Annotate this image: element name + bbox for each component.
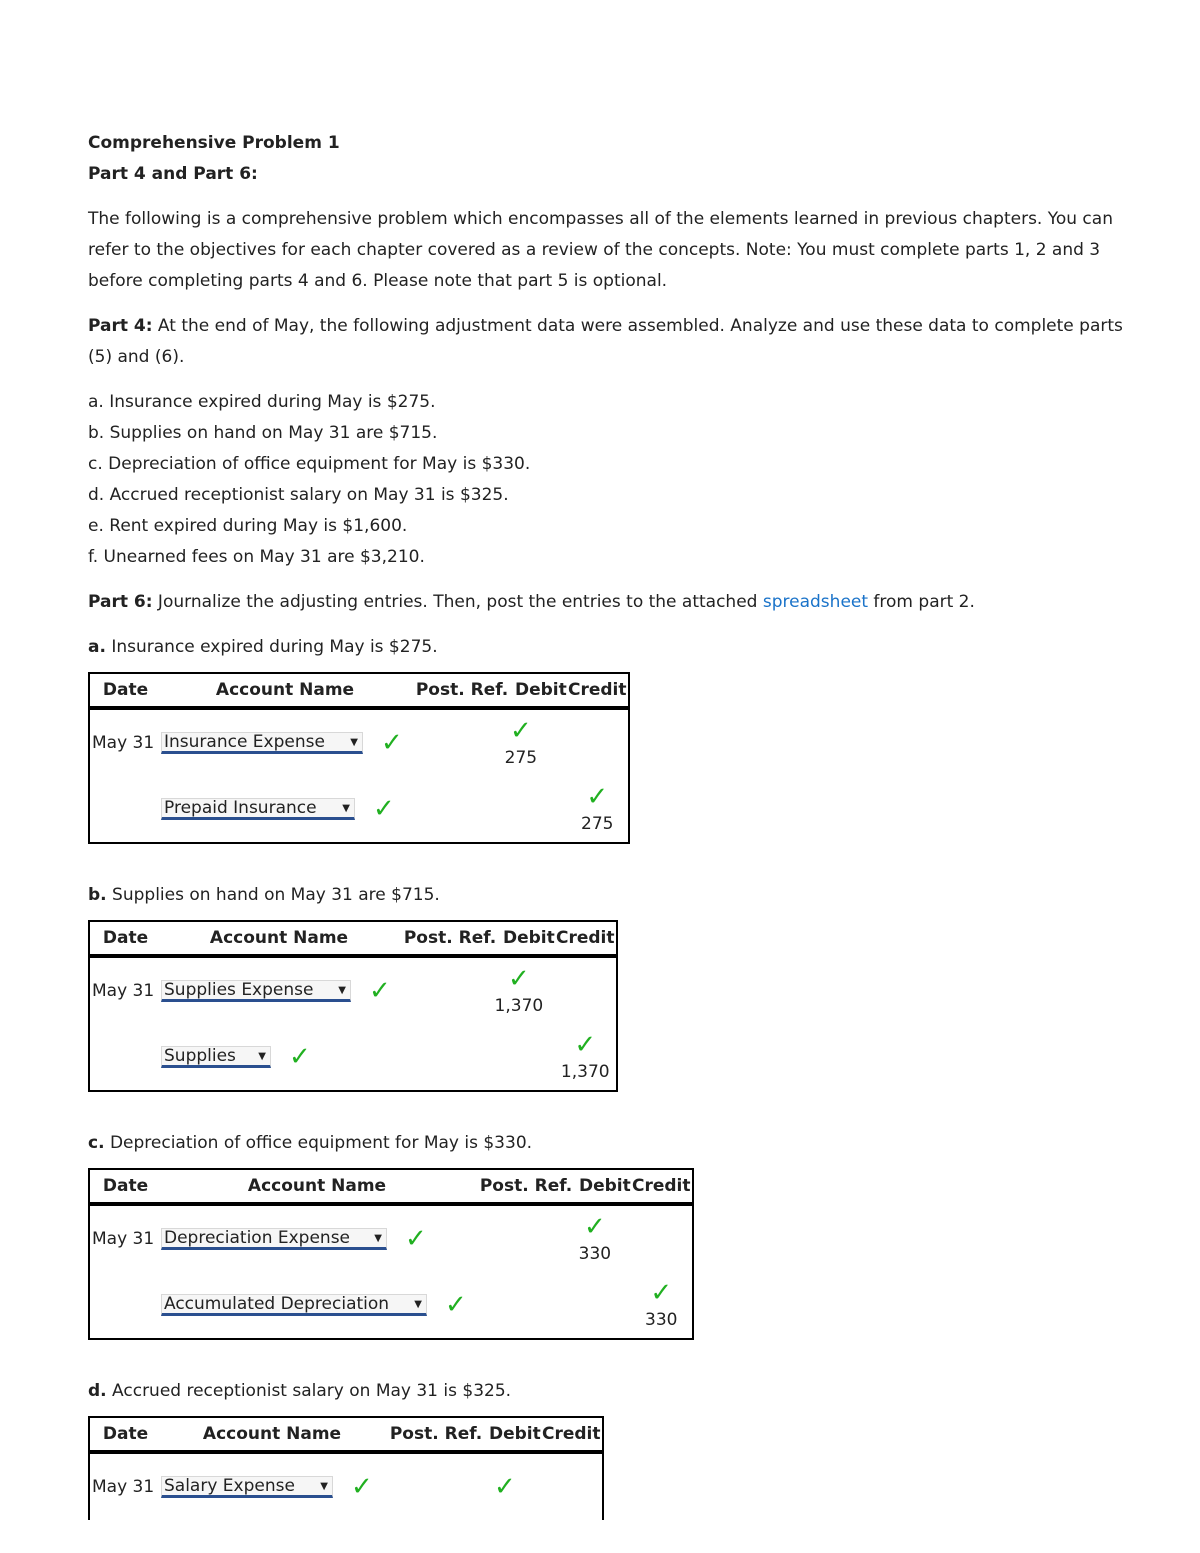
check-icon: ✓ xyxy=(586,782,609,812)
question-text: Insurance expired during May is $275. xyxy=(105,637,438,657)
check-icon: ✓ xyxy=(373,794,395,824)
chevron-down-icon: ▼ xyxy=(342,802,350,814)
journal-table-c xyxy=(88,1168,694,1340)
header-credit: Credit xyxy=(631,1169,693,1204)
account-selected: Depreciation Expense xyxy=(164,1228,351,1248)
header-date: Date xyxy=(89,1169,161,1204)
part6-text-after: from part 2. xyxy=(868,592,975,612)
check-icon: ✓ xyxy=(650,1278,673,1308)
header-postref: Post. Ref. xyxy=(473,1169,579,1204)
journal-table-b xyxy=(88,920,618,1092)
spreadsheet-link[interactable]: spreadsheet xyxy=(762,592,869,612)
check-icon: ✓ xyxy=(405,1224,427,1254)
question-letter: a. xyxy=(88,637,106,657)
question-b xyxy=(88,880,1148,911)
header-debit: Debit xyxy=(515,673,567,708)
check-icon: ✓ xyxy=(574,1030,597,1060)
check-icon: ✓ xyxy=(445,1290,467,1320)
question-text: Accrued receptionist salary on May 31 is $325. xyxy=(106,1381,512,1401)
adjustment-item: e. Rent expired during May is $1,600. xyxy=(88,516,408,536)
header-debit: Debit xyxy=(579,1169,631,1204)
debit-amount: 275 xyxy=(504,748,538,768)
question-c xyxy=(88,1128,1148,1159)
check-icon: ✓ xyxy=(583,1212,606,1242)
adjustment-item: f. Unearned fees on May 31 are $3,210. xyxy=(88,547,425,567)
header-account: Account Name xyxy=(161,673,409,708)
account-dropdown[interactable] xyxy=(161,798,355,820)
check-icon: ✓ xyxy=(507,964,530,994)
credit-amount: 330 xyxy=(645,1310,678,1330)
journal-table-d xyxy=(88,1416,604,1520)
account-selected: Supplies xyxy=(164,1046,236,1066)
journal-table-a xyxy=(88,672,630,844)
account-selected: Prepaid Insurance xyxy=(164,798,317,818)
chevron-down-icon: ▼ xyxy=(320,1480,328,1492)
part4-label: Part 4: xyxy=(88,316,153,336)
check-icon: ✓ xyxy=(509,716,532,746)
account-selected: Supplies Expense xyxy=(164,980,314,1000)
adjustment-item: a. Insurance expired during May is $275. xyxy=(88,392,436,412)
chevron-down-icon: ▼ xyxy=(350,736,358,748)
page-subtitle: Part 4 and Part 6: xyxy=(88,164,258,184)
debit-amount: 330 xyxy=(578,1244,612,1264)
header-date: Date xyxy=(89,921,161,956)
journal-table-d-clip xyxy=(88,1416,1148,1502)
part6-paragraph xyxy=(88,587,1148,618)
adjustment-item: d. Accrued receptionist salary on May 31 is $325. xyxy=(88,485,509,505)
check-icon: ✓ xyxy=(351,1472,373,1502)
part6-label: Part 6: xyxy=(88,592,153,612)
account-dropdown[interactable] xyxy=(161,1046,271,1068)
document-page xyxy=(88,128,1148,1502)
account-dropdown[interactable] xyxy=(161,732,363,754)
check-icon: ✓ xyxy=(493,1472,516,1502)
question-letter: b. xyxy=(88,885,107,905)
part6-text: Journalize the adjusting entries. Then, post the entries to the attached xyxy=(152,592,763,612)
header-credit: Credit xyxy=(567,673,629,708)
account-dropdown[interactable] xyxy=(161,980,351,1002)
question-letter: d. xyxy=(88,1381,107,1401)
credit-amount: 275 xyxy=(581,814,614,834)
question-a xyxy=(88,632,1148,663)
entry-date: May 31 xyxy=(92,981,155,1001)
question-text: Depreciation of office equipment for May is $330. xyxy=(104,1133,533,1153)
header-account: Account Name xyxy=(161,1169,473,1204)
page-title: Comprehensive Problem 1 xyxy=(88,133,340,153)
chevron-down-icon: ▼ xyxy=(414,1298,422,1310)
entry-date: May 31 xyxy=(92,733,155,753)
check-icon: ✓ xyxy=(381,728,403,758)
check-icon: ✓ xyxy=(289,1042,311,1072)
header-debit: Debit xyxy=(503,921,555,956)
header-debit: Debit xyxy=(489,1417,541,1452)
entry-date: May 31 xyxy=(92,1477,155,1497)
account-selected: Insurance Expense xyxy=(164,732,325,752)
entry-date: May 31 xyxy=(92,1229,155,1249)
header-date: Date xyxy=(89,673,161,708)
header-postref: Post. Ref. xyxy=(397,921,503,956)
header-account: Account Name xyxy=(161,921,397,956)
chevron-down-icon: ▼ xyxy=(374,1232,382,1244)
header-account: Account Name xyxy=(161,1417,383,1452)
account-dropdown[interactable] xyxy=(161,1476,333,1498)
adjustment-list xyxy=(88,387,1148,573)
account-selected: Accumulated Depreciation xyxy=(164,1294,390,1314)
account-dropdown[interactable] xyxy=(161,1228,387,1250)
header-credit: Credit xyxy=(541,1417,603,1452)
account-dropdown[interactable] xyxy=(161,1294,427,1316)
part4-paragraph xyxy=(88,311,1148,373)
question-d xyxy=(88,1376,1148,1407)
chevron-down-icon: ▼ xyxy=(338,984,346,996)
account-selected: Salary Expense xyxy=(164,1476,295,1496)
adjustment-item: b. Supplies on hand on May 31 are $715. xyxy=(88,423,438,443)
question-letter: c. xyxy=(88,1133,105,1153)
header-date: Date xyxy=(89,1417,161,1452)
adjustment-item: c. Depreciation of office equipment for May is $330. xyxy=(88,454,531,474)
part4-text: At the end of May, the following adjustment data were assembled. Analyze and use these data to complete parts (5) and (6). xyxy=(88,316,1123,367)
header-postref: Post. Ref. xyxy=(409,673,515,708)
header-postref: Post. Ref. xyxy=(383,1417,489,1452)
intro-paragraph: The following is a comprehensive problem which encompasses all of the elements learned in previous chapters. You can refer to the objectives for each chapter covered as a review of the concepts. Note: You must complete parts 1, 2 and 3 before completing parts 4 and 6. Please note that part 5 is optional. xyxy=(88,209,1113,291)
chevron-down-icon: ▼ xyxy=(258,1050,266,1062)
debit-amount: 1,370 xyxy=(494,996,544,1016)
question-text: Supplies on hand on May 31 are $715. xyxy=(106,885,440,905)
credit-amount: 1,370 xyxy=(560,1062,610,1082)
header-credit: Credit xyxy=(555,921,617,956)
check-icon: ✓ xyxy=(369,976,391,1006)
